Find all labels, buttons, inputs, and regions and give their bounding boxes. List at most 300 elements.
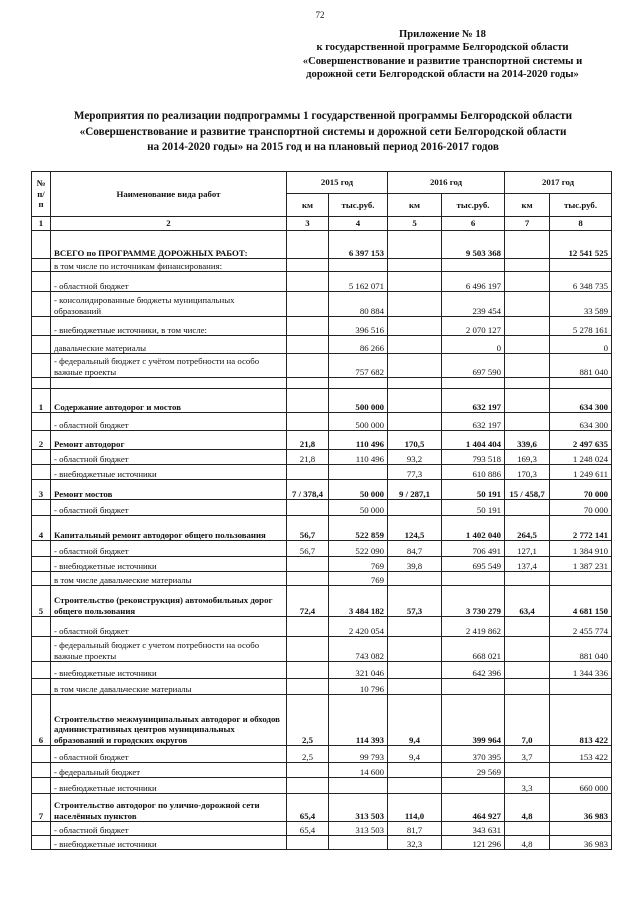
rub-2016: 0 — [442, 336, 505, 354]
km-2016 — [388, 500, 442, 516]
km-2015: 2,5 — [287, 695, 329, 746]
rub-2017: 1 387 231 — [550, 557, 612, 572]
km-2015: 56,7 — [287, 516, 329, 541]
km-2015: 65,4 — [287, 822, 329, 836]
work-name: Строительство (реконструкция) автомобильных дорог общего пользования — [51, 586, 287, 617]
rub-2015: 3 484 182 — [329, 586, 388, 617]
km-2017 — [505, 354, 550, 378]
rub-2017: 36 983 — [550, 836, 612, 850]
km-2015 — [287, 557, 329, 572]
row-number — [32, 822, 51, 836]
column-index: 6 — [442, 217, 505, 231]
rub-2015: 14 600 — [329, 763, 388, 778]
work-name: - внебюджетные источники — [51, 778, 287, 794]
km-2017 — [505, 259, 550, 272]
km-2015 — [287, 292, 329, 317]
column-index: 3 — [287, 217, 329, 231]
km-2016 — [388, 778, 442, 794]
rub-2016 — [442, 572, 505, 586]
km-2017: 169,3 — [505, 450, 550, 465]
km-2015 — [287, 465, 329, 480]
work-name: Строительство автодорог по улично-дорожной сети населённых пунктов — [51, 794, 287, 822]
km-2015: 72,4 — [287, 586, 329, 617]
rub-2017 — [550, 763, 612, 778]
km-2016 — [388, 317, 442, 336]
km-2015: 65,4 — [287, 794, 329, 822]
km-2017: 3,7 — [505, 746, 550, 763]
km-2016: 84,7 — [388, 541, 442, 557]
rub-2017: 153 422 — [550, 746, 612, 763]
work-name: - областной бюджет — [51, 617, 287, 637]
work-name: - консолидированные бюджеты муниципальных образований — [51, 292, 287, 317]
rub-2017 — [550, 822, 612, 836]
title-line: на 2014-2020 годы» на 2015 год и на плановый период 2016-2017 годов — [147, 141, 499, 153]
rub-2016: 1 404 404 — [442, 431, 505, 450]
work-name: - областной бюджет — [51, 500, 287, 516]
table-row — [32, 413, 612, 431]
rub-2017: 33 589 — [550, 292, 612, 317]
row-number — [32, 231, 51, 259]
rub-2017: 4 681 150 — [550, 586, 612, 617]
rub-2017: 1 344 336 — [550, 662, 612, 679]
km-2016: 9,4 — [388, 695, 442, 746]
table-row — [32, 695, 612, 746]
km-2017 — [505, 617, 550, 637]
table-row — [32, 586, 612, 617]
header-num: № п/п — [32, 172, 51, 217]
rub-2016: 343 631 — [442, 822, 505, 836]
table-row — [32, 836, 612, 850]
km-2017: 7,0 — [505, 695, 550, 746]
work-name: Ремонт мостов — [51, 480, 287, 500]
km-2017 — [505, 822, 550, 836]
rub-2015: 757 682 — [329, 354, 388, 378]
rub-2016: 2 419 862 — [442, 617, 505, 637]
km-2017: 264,5 — [505, 516, 550, 541]
header-2015: 2015 год — [287, 172, 388, 194]
rub-2017: 2 455 774 — [550, 617, 612, 637]
km-2017 — [505, 637, 550, 662]
table-row — [32, 450, 612, 465]
km-2017 — [505, 231, 550, 259]
km-2017 — [505, 272, 550, 292]
km-2015 — [287, 259, 329, 272]
header-km-2015: км — [287, 194, 329, 217]
km-2016 — [388, 413, 442, 431]
rub-2015 — [329, 465, 388, 480]
work-name: - внебюджетные источники — [51, 836, 287, 850]
row-number — [32, 354, 51, 378]
rub-2015: 769 — [329, 572, 388, 586]
table-row — [32, 746, 612, 763]
row-number — [32, 836, 51, 850]
rub-2017 — [550, 572, 612, 586]
work-name: - внебюджетные источники — [51, 662, 287, 679]
km-2017 — [505, 378, 550, 389]
km-2016: 170,5 — [388, 431, 442, 450]
rub-2017: 70 000 — [550, 500, 612, 516]
rub-2015: 522 090 — [329, 541, 388, 557]
rub-2015: 2 420 054 — [329, 617, 388, 637]
rub-2015 — [329, 836, 388, 850]
work-name: - областной бюджет — [51, 272, 287, 292]
table-row — [32, 637, 612, 662]
rub-2017: 0 — [550, 336, 612, 354]
rub-2017 — [550, 378, 612, 389]
appendix-line: «Совершенствование и развитие транспортной системы и — [302, 55, 583, 67]
row-number — [32, 500, 51, 516]
km-2015 — [287, 378, 329, 389]
rub-2017: 36 983 — [550, 794, 612, 822]
rub-2015: 6 397 153 — [329, 231, 388, 259]
km-2015 — [287, 778, 329, 794]
work-name: - внебюджетные источники, в том числе: — [51, 317, 287, 336]
km-2016: 9 / 287,1 — [388, 480, 442, 500]
rub-2015: 396 516 — [329, 317, 388, 336]
km-2016 — [388, 679, 442, 695]
column-index: 2 — [51, 217, 287, 231]
work-name: - внебюджетные источники — [51, 465, 287, 480]
column-index: 5 — [388, 217, 442, 231]
km-2016 — [388, 637, 442, 662]
row-number: 7 — [32, 794, 51, 822]
km-2015 — [287, 637, 329, 662]
work-name: Ремонт автодорог — [51, 431, 287, 450]
rub-2017: 12 541 525 — [550, 231, 612, 259]
rub-2017: 881 040 — [550, 354, 612, 378]
km-2016: 9,4 — [388, 746, 442, 763]
km-2017 — [505, 500, 550, 516]
row-number: 1 — [32, 389, 51, 413]
rub-2015: 5 162 071 — [329, 272, 388, 292]
header-name: Наименование вида работ — [51, 172, 287, 217]
row-number — [32, 292, 51, 317]
rub-2016: 793 518 — [442, 450, 505, 465]
rub-2015: 86 266 — [329, 336, 388, 354]
rub-2017: 660 000 — [550, 778, 612, 794]
header-rub-2016: тыс.руб. — [442, 194, 505, 217]
rub-2017: 881 040 — [550, 637, 612, 662]
km-2016 — [388, 292, 442, 317]
km-2017 — [505, 317, 550, 336]
row-number — [32, 557, 51, 572]
table-row — [32, 822, 612, 836]
column-index: 4 — [329, 217, 388, 231]
table-row — [32, 317, 612, 336]
work-name: Строительство межмуниципальных автодорог и обходов административных центров муниципальных образований и городских округов — [51, 695, 287, 746]
row-number — [32, 617, 51, 637]
km-2016: 57,3 — [388, 586, 442, 617]
row-number — [32, 465, 51, 480]
work-name: - внебюджетные источники — [51, 557, 287, 572]
km-2015 — [287, 763, 329, 778]
work-name: в том числе по источникам финансирования: — [51, 259, 287, 272]
km-2016 — [388, 662, 442, 679]
km-2017 — [505, 336, 550, 354]
table-row — [32, 557, 612, 572]
rub-2015: 313 503 — [329, 822, 388, 836]
rub-2016: 29 569 — [442, 763, 505, 778]
km-2015: 56,7 — [287, 541, 329, 557]
rub-2016: 121 296 — [442, 836, 505, 850]
works-table — [31, 171, 612, 850]
rub-2017: 1 248 024 — [550, 450, 612, 465]
row-number: 2 — [32, 431, 51, 450]
km-2016 — [388, 259, 442, 272]
table-row — [32, 541, 612, 557]
rub-2016 — [442, 378, 505, 389]
rub-2016: 706 491 — [442, 541, 505, 557]
km-2017: 63,4 — [505, 586, 550, 617]
table-row — [32, 354, 612, 378]
row-number: 4 — [32, 516, 51, 541]
rub-2015: 500 000 — [329, 413, 388, 431]
row-number — [32, 272, 51, 292]
km-2016 — [388, 389, 442, 413]
header-km-2017: км — [505, 194, 550, 217]
km-2016 — [388, 617, 442, 637]
km-2015 — [287, 413, 329, 431]
rub-2016: 610 886 — [442, 465, 505, 480]
work-name: - областной бюджет — [51, 541, 287, 557]
rub-2015 — [329, 378, 388, 389]
work-name: в том числе давальческие материалы — [51, 679, 287, 695]
km-2017 — [505, 572, 550, 586]
rub-2016: 632 197 — [442, 389, 505, 413]
row-number — [32, 763, 51, 778]
row-number — [32, 317, 51, 336]
km-2017: 339,6 — [505, 431, 550, 450]
appendix-line: дорожной сети Белгородской области на 2014-2020 годы» — [306, 68, 579, 80]
km-2016 — [388, 572, 442, 586]
row-number — [32, 450, 51, 465]
rub-2016: 50 191 — [442, 480, 505, 500]
km-2017: 137,4 — [505, 557, 550, 572]
rub-2015: 10 796 — [329, 679, 388, 695]
row-number — [32, 541, 51, 557]
table-row — [32, 272, 612, 292]
km-2015 — [287, 500, 329, 516]
column-index: 7 — [505, 217, 550, 231]
km-2017: 15 / 458,7 — [505, 480, 550, 500]
rub-2017: 1 384 910 — [550, 541, 612, 557]
rub-2016 — [442, 679, 505, 695]
km-2016: 124,5 — [388, 516, 442, 541]
rub-2017: 2 772 141 — [550, 516, 612, 541]
table-row — [32, 480, 612, 500]
km-2017 — [505, 389, 550, 413]
work-name: давальческие материалы — [51, 336, 287, 354]
km-2016 — [388, 378, 442, 389]
km-2015 — [287, 617, 329, 637]
table-row — [32, 292, 612, 317]
rub-2016 — [442, 259, 505, 272]
km-2017 — [505, 679, 550, 695]
rub-2017: 5 278 161 — [550, 317, 612, 336]
rub-2015: 50 000 — [329, 500, 388, 516]
header-rub-2017: тыс.руб. — [550, 194, 612, 217]
rub-2017: 634 300 — [550, 413, 612, 431]
km-2015 — [287, 231, 329, 259]
column-index: 8 — [550, 217, 612, 231]
rub-2016: 3 730 279 — [442, 586, 505, 617]
row-number: 3 — [32, 480, 51, 500]
table-row — [32, 778, 612, 794]
work-name: в том числе давальческие материалы — [51, 572, 287, 586]
km-2016 — [388, 336, 442, 354]
rub-2016: 464 927 — [442, 794, 505, 822]
km-2015 — [287, 354, 329, 378]
km-2015 — [287, 272, 329, 292]
work-name: Содержание автодорог и мостов — [51, 389, 287, 413]
table-row — [32, 794, 612, 822]
rub-2015: 80 884 — [329, 292, 388, 317]
table-row — [32, 336, 612, 354]
rub-2017: 1 249 611 — [550, 465, 612, 480]
rub-2016: 695 549 — [442, 557, 505, 572]
work-name: - областной бюджет — [51, 746, 287, 763]
table-row — [32, 500, 612, 516]
work-name: - областной бюджет — [51, 413, 287, 431]
table-row — [32, 679, 612, 695]
row-number — [32, 378, 51, 389]
rub-2017 — [550, 259, 612, 272]
table-body — [32, 231, 612, 850]
km-2017: 3,3 — [505, 778, 550, 794]
km-2017 — [505, 662, 550, 679]
title-line: Мероприятия по реализации подпрограммы 1 государственной программы Белгородской области — [73, 110, 573, 122]
km-2015 — [287, 317, 329, 336]
row-number — [32, 679, 51, 695]
km-2016 — [388, 272, 442, 292]
table-row — [32, 763, 612, 778]
row-number — [32, 778, 51, 794]
rub-2016: 6 496 197 — [442, 272, 505, 292]
rub-2015: 50 000 — [329, 480, 388, 500]
row-number — [32, 662, 51, 679]
km-2016: 114,0 — [388, 794, 442, 822]
rub-2015: 110 496 — [329, 450, 388, 465]
appendix-line: Приложение № 18 — [399, 29, 486, 40]
rub-2017: 70 000 — [550, 480, 612, 500]
row-number — [32, 572, 51, 586]
rub-2015: 743 082 — [329, 637, 388, 662]
rub-2015: 114 393 — [329, 695, 388, 746]
rub-2016: 632 197 — [442, 413, 505, 431]
table-row — [32, 516, 612, 541]
row-number: 6 — [32, 695, 51, 746]
row-number — [32, 637, 51, 662]
table-row — [32, 465, 612, 480]
work-name: ВСЕГО по ПРОГРАММЕ ДОРОЖНЫХ РАБОТ: — [51, 231, 287, 259]
header-km-2016: км — [388, 194, 442, 217]
km-2016: 93,2 — [388, 450, 442, 465]
table-row — [32, 389, 612, 413]
rub-2017 — [550, 679, 612, 695]
appendix-line: к государственной программе Белгородской области — [316, 42, 569, 54]
km-2015: 7 / 378,4 — [287, 480, 329, 500]
row-number — [32, 336, 51, 354]
rub-2016: 399 964 — [442, 695, 505, 746]
table-row — [32, 431, 612, 450]
rub-2017: 813 422 — [550, 695, 612, 746]
row-number — [32, 413, 51, 431]
rub-2016 — [442, 778, 505, 794]
km-2017 — [505, 763, 550, 778]
rub-2015 — [329, 259, 388, 272]
table-row — [32, 662, 612, 679]
rub-2016: 50 191 — [442, 500, 505, 516]
rub-2015: 110 496 — [329, 431, 388, 450]
km-2015 — [287, 662, 329, 679]
km-2016 — [388, 763, 442, 778]
rub-2016: 642 396 — [442, 662, 505, 679]
km-2016 — [388, 354, 442, 378]
km-2017: 4,8 — [505, 836, 550, 850]
page-number: 72 — [315, 10, 325, 20]
table-row — [32, 617, 612, 637]
rub-2017: 634 300 — [550, 389, 612, 413]
work-name: - областной бюджет — [51, 450, 287, 465]
row-number — [32, 259, 51, 272]
work-name: - федеральный бюджет с учетом потребности на особо важные проекты — [51, 637, 287, 662]
rub-2015: 321 046 — [329, 662, 388, 679]
table-row — [32, 259, 612, 272]
title-line: «Совершенствование и развитие транспортной системы и дорожной сети Белгородской области — [79, 125, 567, 138]
rub-2015: 769 — [329, 557, 388, 572]
row-number — [32, 746, 51, 763]
rub-2017: 6 348 735 — [550, 272, 612, 292]
table-row — [32, 378, 612, 389]
appendix-header — [270, 28, 615, 81]
km-2017 — [505, 413, 550, 431]
rub-2015: 313 503 — [329, 794, 388, 822]
rub-2016: 9 503 368 — [442, 231, 505, 259]
rub-2016: 697 590 — [442, 354, 505, 378]
rub-2015: 99 793 — [329, 746, 388, 763]
km-2015: 21,8 — [287, 431, 329, 450]
header-2016: 2016 год — [388, 172, 505, 194]
rub-2017: 2 497 635 — [550, 431, 612, 450]
work-name: - федеральный бюджет — [51, 763, 287, 778]
km-2016 — [388, 231, 442, 259]
rub-2015: 522 859 — [329, 516, 388, 541]
work-name — [51, 378, 287, 389]
header-2017: 2017 год — [505, 172, 612, 194]
km-2015: 21,8 — [287, 450, 329, 465]
header-rub-2015: тыс.руб. — [329, 194, 388, 217]
rub-2016: 370 395 — [442, 746, 505, 763]
km-2015 — [287, 389, 329, 413]
km-2015: 2,5 — [287, 746, 329, 763]
work-name: - федеральный бюджет с учётом потребности на особо важные проекты — [51, 354, 287, 378]
km-2015 — [287, 679, 329, 695]
row-number: 5 — [32, 586, 51, 617]
rub-2016: 1 402 040 — [442, 516, 505, 541]
rub-2016: 239 454 — [442, 292, 505, 317]
km-2016: 77,3 — [388, 465, 442, 480]
rub-2016: 668 021 — [442, 637, 505, 662]
km-2017: 170,3 — [505, 465, 550, 480]
rub-2015: 500 000 — [329, 389, 388, 413]
km-2017: 127,1 — [505, 541, 550, 557]
table-row — [32, 572, 612, 586]
work-name: - областной бюджет — [51, 822, 287, 836]
km-2016: 32,3 — [388, 836, 442, 850]
km-2015 — [287, 336, 329, 354]
km-2016: 81,7 — [388, 822, 442, 836]
table-row — [32, 231, 612, 259]
